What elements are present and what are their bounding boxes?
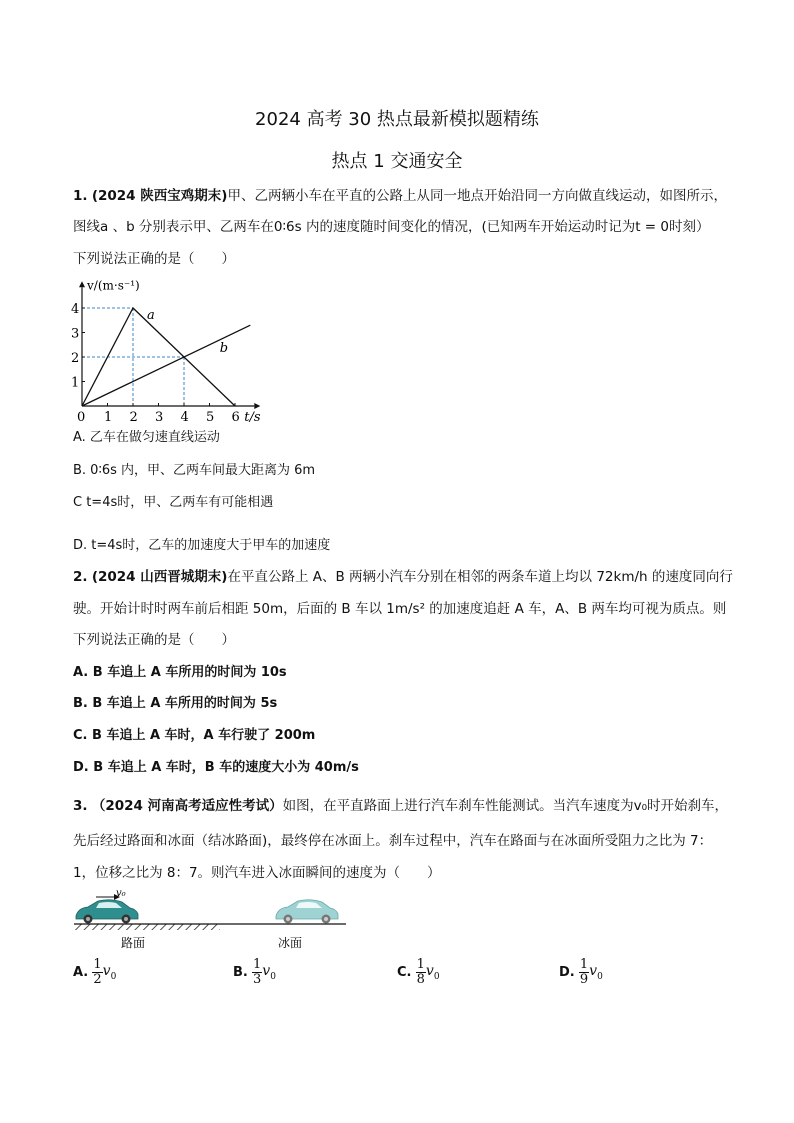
var-sub: 0	[433, 971, 440, 982]
x-tick-label: 6	[231, 410, 240, 422]
v0-symbol	[102, 963, 117, 982]
q1-line2: 图线a 、b 分别表示甲、乙两车在0∶6s 内的速度随时间变化的情况，(已知两车开始运动时记为t = 0时刻）	[73, 219, 710, 235]
q1-option-d: D. t=4s时，乙车的加速度大于甲车的加速度	[73, 538, 331, 553]
velocity-time-chart	[60, 272, 300, 422]
q2-option-a: A. B 车追上 A 车所用的时间为 10s	[73, 665, 287, 680]
q1-option-b: B. 0∶6s 内，甲、乙两车间最大距离为 6m	[73, 463, 316, 478]
q1-option-a: A. 乙车在做匀速直线运动	[73, 430, 220, 445]
arrow-label: v₀	[116, 888, 126, 899]
q3-option-c	[397, 958, 440, 987]
q3-line3: 1，位移之比为 8：7。则汽车进入冰面瞬间的速度为（ ）	[73, 865, 441, 881]
series-line-b	[82, 325, 250, 406]
numerator: 1	[253, 957, 262, 972]
v0-symbol	[262, 963, 276, 982]
denominator: 8	[416, 972, 425, 987]
y-tick-label: 1	[71, 375, 80, 391]
option-letter: B.	[233, 965, 248, 980]
stopped-car-icon	[276, 900, 338, 924]
q3-text1: 如图，在平直路面上进行汽车刹车性能测试。当汽车速度为v₀时开始刹车，	[282, 798, 729, 814]
v0-symbol	[425, 963, 440, 982]
q3-line1	[73, 796, 728, 816]
option-letter: C.	[397, 965, 412, 980]
q1-line1	[73, 186, 727, 206]
var-sub: 0	[110, 971, 117, 982]
denominator: 9	[579, 972, 589, 987]
x-axis-label: t/s	[244, 410, 261, 422]
fraction	[579, 958, 589, 987]
y-axis-label: v/(m·s⁻¹)	[87, 278, 140, 293]
x-tick-label: 5	[206, 410, 215, 422]
road-surface	[74, 924, 220, 930]
fraction	[92, 958, 102, 987]
fraction	[416, 958, 426, 987]
y-tick-label: 2	[71, 351, 80, 366]
x-tick-label: 2	[129, 410, 138, 422]
denominator: 2	[93, 972, 102, 987]
q3-option-a	[73, 958, 116, 987]
numerator: 1	[416, 957, 425, 972]
q1-line3: 下列说法正确的是（ ）	[73, 251, 235, 267]
car-icon	[76, 900, 138, 924]
q3-option-b	[233, 958, 276, 987]
x-axis-arrow	[254, 403, 260, 409]
series-label-b: b	[219, 341, 229, 357]
q3-number: 3.	[73, 798, 88, 814]
q1-option-c: C t=4s时，甲、乙两车有可能相遇	[73, 495, 274, 510]
x-tick-label: 4	[180, 410, 189, 422]
page-title: 2024 高考 30 热点最新模拟题精练	[255, 109, 539, 130]
v0-symbol	[589, 963, 603, 982]
q2-option-c: C. B 车追上 A 车时，A 车行驶了 200m	[73, 728, 316, 743]
q2-line3: 下列说法正确的是（ ）	[73, 632, 235, 648]
q2-line1	[73, 567, 733, 587]
q1-text1: 甲、乙两辆小车在平直的公路上从同一地点开始沿同一方向做直线运动，如图所示，	[227, 188, 727, 204]
road-label: 路面	[121, 936, 146, 950]
var: v	[262, 963, 271, 980]
q2-text1: 在平直公路上 A、B 两辆小汽车分别在相邻的两条车道上均以 72km/h 的速度同向行	[227, 569, 733, 585]
q2-option-b: B. B 车追上 A 车所用的时间为 5s	[73, 696, 278, 711]
y-tick-label: 4	[71, 302, 80, 317]
section-subtitle: 热点 1 交通安全	[331, 151, 463, 172]
series-label-a: a	[147, 308, 155, 324]
q1-number: 1.	[73, 188, 88, 204]
q2-source: (2024 山西晋城期末)	[91, 569, 228, 585]
q2-line2: 驶。开始计时时两车前后相距 50m，后面的 B 车以 1m/s² 的加速度追赶 A 车，A、B 两车均可视为质点。则	[73, 601, 727, 617]
option-letter: A.	[73, 965, 89, 980]
numerator: 1	[93, 957, 102, 972]
option-letter: D.	[559, 965, 575, 980]
var: v	[425, 963, 434, 980]
var-sub: 0	[270, 971, 276, 982]
x-tick-label: 0	[77, 410, 86, 422]
q3-source: （2024 河南高考适应性考试）	[91, 798, 283, 814]
q2-number: 2.	[73, 569, 88, 585]
x-tick-label: 1	[104, 410, 113, 422]
y-tick-label: 3	[71, 326, 80, 342]
ice-label: 冰面	[278, 936, 303, 950]
var-sub: 0	[597, 971, 603, 982]
q3-option-d	[559, 958, 603, 987]
x-tick-label: 3	[155, 410, 164, 422]
y-axis-arrow	[79, 281, 85, 287]
var: v	[102, 963, 111, 980]
var: v	[589, 963, 598, 980]
numerator: 1	[579, 957, 589, 972]
q1-source: (2024 陕西宝鸡期末)	[91, 188, 228, 204]
braking-figure	[70, 884, 350, 954]
q3-line2: 先后经过路面和冰面（结冰路面)，最终停在冰面上。刹车过程中，汽车在路面与在冰面所受阻力之比为 7：	[73, 833, 713, 849]
q2-option-d: D. B 车追上 A 车时，B 车的速度大小为 40m/s	[73, 760, 359, 775]
denominator: 3	[253, 972, 262, 987]
fraction	[252, 958, 262, 987]
